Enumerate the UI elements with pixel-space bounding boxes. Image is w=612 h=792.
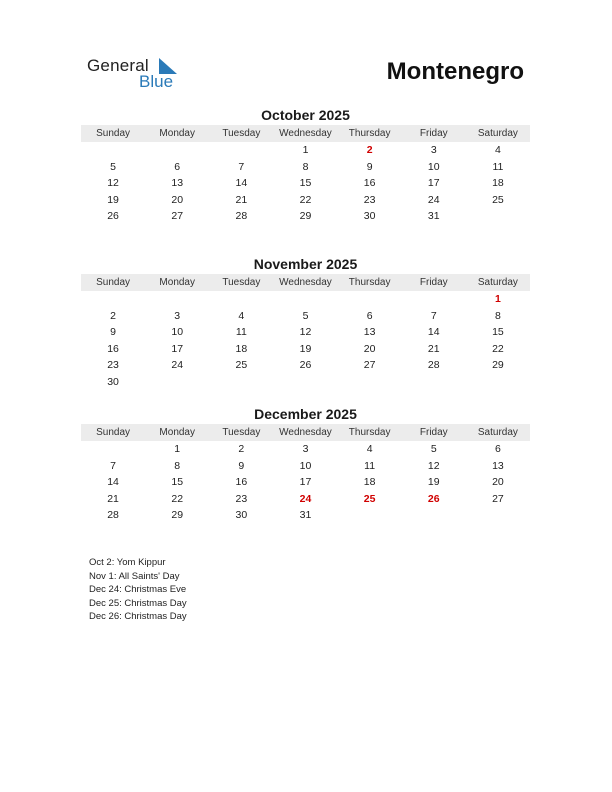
day-cell: 18 xyxy=(363,476,376,489)
empty-day-cell xyxy=(81,291,145,308)
week-row xyxy=(81,291,530,308)
weekday-label: Thursday xyxy=(348,128,391,139)
week-row xyxy=(81,142,530,159)
day-cell: 12 xyxy=(107,177,119,190)
day-cell: 10 xyxy=(171,326,184,339)
day-cell: 26 xyxy=(107,210,119,223)
weekday-label: Saturday xyxy=(477,128,518,139)
day-cell: 23 xyxy=(107,359,119,372)
empty-day-cell xyxy=(273,374,337,391)
day-cell: 12 xyxy=(299,326,312,339)
day-cell: 28 xyxy=(107,509,119,522)
day-cell: 5 xyxy=(430,443,437,455)
empty-day-cell xyxy=(466,374,530,391)
week-row xyxy=(81,458,530,475)
holiday-day-cell: 26 xyxy=(427,492,440,505)
day-cell: 19 xyxy=(107,193,119,206)
day-cell: 24 xyxy=(427,193,440,206)
empty-day-cell xyxy=(338,291,402,308)
day-cell: 24 xyxy=(171,359,184,372)
weekday-label: Monday xyxy=(159,277,195,288)
holiday-note: Nov 1: All Saints' Day xyxy=(89,570,180,582)
weekday-header xyxy=(81,125,530,142)
day-cell: 12 xyxy=(427,459,440,472)
logo-text-blue: Blue xyxy=(139,72,174,91)
day-cell: 2 xyxy=(110,309,116,322)
day-cell: 31 xyxy=(299,509,312,522)
empty-day-cell xyxy=(209,142,273,159)
day-cell: 29 xyxy=(492,359,504,372)
day-cell: 10 xyxy=(427,160,440,173)
day-cell: 17 xyxy=(171,342,184,355)
day-cell: 16 xyxy=(235,476,248,489)
empty-day-cell xyxy=(145,291,209,308)
weekday-label: Wednesday xyxy=(279,277,332,288)
weekday-label: Wednesday xyxy=(279,427,332,438)
empty-day-cell xyxy=(466,208,530,225)
day-cell: 5 xyxy=(302,309,309,322)
day-cell: 28 xyxy=(235,210,248,223)
day-cell: 21 xyxy=(235,193,248,206)
day-cell: 18 xyxy=(492,177,504,190)
day-cell: 1 xyxy=(174,443,181,455)
day-cell: 14 xyxy=(427,326,440,339)
day-cell: 23 xyxy=(363,193,376,206)
day-cell: 18 xyxy=(235,342,248,355)
holiday-note: Dec 24: Christmas Eve xyxy=(89,584,187,595)
day-cell: 11 xyxy=(235,326,247,339)
day-cell: 30 xyxy=(363,210,376,223)
day-cell: 9 xyxy=(366,160,373,173)
empty-day-cell xyxy=(145,142,209,159)
week-row xyxy=(81,474,530,491)
day-cell: 28 xyxy=(427,359,440,372)
day-cell: 9 xyxy=(110,326,116,339)
day-cell: 7 xyxy=(430,309,437,322)
empty-day-cell xyxy=(145,374,209,391)
day-cell: 15 xyxy=(171,476,184,489)
empty-day-cell xyxy=(209,291,273,308)
weekday-label: Monday xyxy=(159,427,195,438)
week-row xyxy=(81,491,530,508)
week-row xyxy=(81,175,530,192)
month-grid xyxy=(81,441,530,524)
day-cell: 29 xyxy=(299,210,312,223)
month-title: December 2025 xyxy=(254,406,357,422)
generalblue-logo xyxy=(87,56,187,92)
day-cell: 13 xyxy=(492,459,504,472)
day-cell: 27 xyxy=(492,492,504,505)
day-cell: 27 xyxy=(363,359,376,372)
day-cell: 14 xyxy=(107,476,119,489)
day-cell: 11 xyxy=(364,459,376,472)
week-row xyxy=(81,374,530,391)
day-cell: 14 xyxy=(235,177,248,190)
empty-day-cell xyxy=(402,507,466,524)
empty-day-cell xyxy=(81,142,145,159)
day-cell: 30 xyxy=(107,375,119,388)
holiday-day-cell: 25 xyxy=(363,492,376,505)
day-cell: 13 xyxy=(171,177,184,190)
day-cell: 29 xyxy=(171,509,184,522)
day-cell: 6 xyxy=(494,443,501,455)
month-december xyxy=(81,405,530,524)
weekday-label: Thursday xyxy=(348,427,391,438)
week-row xyxy=(81,208,530,225)
day-cell: 25 xyxy=(235,359,248,372)
day-cell: 22 xyxy=(299,193,312,206)
empty-day-cell xyxy=(402,374,466,391)
day-cell: 7 xyxy=(238,160,245,173)
empty-day-cell xyxy=(81,441,145,458)
day-cell: 8 xyxy=(174,459,181,472)
weekday-label: Wednesday xyxy=(279,128,332,139)
day-cell: 26 xyxy=(299,359,312,372)
month-october xyxy=(81,106,530,225)
empty-day-cell xyxy=(209,374,273,391)
week-row xyxy=(81,341,530,358)
weekday-label: Saturday xyxy=(477,277,518,288)
day-cell: 6 xyxy=(366,309,373,322)
day-cell: 17 xyxy=(427,177,440,190)
day-cell: 22 xyxy=(171,492,184,505)
month-title: November 2025 xyxy=(253,256,358,272)
weekday-label: Friday xyxy=(419,277,448,288)
holiday-note: Dec 26: Christmas Day xyxy=(89,611,187,622)
day-cell: 13 xyxy=(363,326,376,339)
day-cell: 7 xyxy=(110,459,116,472)
day-cell: 19 xyxy=(299,342,312,355)
holiday-note: Dec 25: Christmas Day xyxy=(89,597,187,609)
holiday-day-cell: 1 xyxy=(494,293,501,305)
day-cell: 3 xyxy=(430,144,437,156)
day-cell: 4 xyxy=(238,309,245,322)
month-november xyxy=(81,255,530,391)
weekday-header xyxy=(81,274,530,291)
day-cell: 25 xyxy=(492,193,504,206)
weekday-label: Thursday xyxy=(348,277,391,288)
day-cell: 16 xyxy=(363,177,376,190)
day-cell: 20 xyxy=(171,193,184,206)
day-cell: 4 xyxy=(366,443,373,455)
day-cell: 5 xyxy=(110,160,116,173)
day-cell: 20 xyxy=(363,342,376,355)
day-cell: 6 xyxy=(174,160,181,173)
day-cell: 8 xyxy=(302,160,309,173)
day-cell: 10 xyxy=(299,459,312,472)
empty-day-cell xyxy=(273,291,337,308)
holiday-day-cell: 24 xyxy=(299,492,312,505)
day-cell: 17 xyxy=(299,476,312,489)
country-title: Montenegro xyxy=(386,58,524,85)
day-cell: 22 xyxy=(492,342,504,355)
day-cell: 19 xyxy=(427,476,440,489)
week-row xyxy=(81,308,530,325)
day-cell: 9 xyxy=(238,459,245,472)
weekday-label: Saturday xyxy=(477,427,518,438)
holiday-notes xyxy=(89,556,187,624)
empty-day-cell xyxy=(402,291,466,308)
day-cell: 11 xyxy=(492,160,504,173)
month-grid xyxy=(81,291,530,391)
day-cell: 15 xyxy=(299,177,312,190)
day-cell: 31 xyxy=(427,210,440,223)
weekday-label: Sunday xyxy=(96,277,131,288)
week-row xyxy=(81,192,530,209)
day-cell: 8 xyxy=(494,309,501,322)
weekday-label: Tuesday xyxy=(222,427,261,438)
week-row xyxy=(81,507,530,524)
day-cell: 20 xyxy=(492,476,504,489)
month-grid xyxy=(81,142,530,225)
holiday-note: Oct 2: Yom Kippur xyxy=(89,557,166,568)
week-row xyxy=(81,357,530,374)
week-row xyxy=(81,441,530,458)
day-cell: 16 xyxy=(107,342,119,355)
day-cell: 3 xyxy=(302,443,309,455)
month-title: October 2025 xyxy=(261,107,350,123)
day-cell: 4 xyxy=(494,144,501,156)
day-cell: 30 xyxy=(235,509,248,522)
empty-day-cell xyxy=(338,507,402,524)
weekday-label: Monday xyxy=(159,128,195,139)
weekday-label: Tuesday xyxy=(222,277,261,288)
empty-day-cell xyxy=(466,507,530,524)
day-cell: 3 xyxy=(174,309,181,322)
logo-text-general: General xyxy=(87,56,149,75)
holiday-day-cell: 2 xyxy=(366,144,373,156)
weekday-label: Sunday xyxy=(96,427,131,438)
day-cell: 15 xyxy=(492,326,504,339)
day-cell: 23 xyxy=(235,492,248,505)
weekday-label: Friday xyxy=(419,128,448,139)
day-cell: 21 xyxy=(107,492,119,505)
weekday-label: Friday xyxy=(419,427,448,438)
weekday-label: Sunday xyxy=(96,128,131,139)
empty-day-cell xyxy=(338,374,402,391)
day-cell: 27 xyxy=(171,210,184,223)
week-row xyxy=(81,159,530,176)
day-cell: 2 xyxy=(238,443,245,455)
day-cell: 21 xyxy=(427,342,440,355)
day-cell: 1 xyxy=(302,144,309,156)
weekday-label: Tuesday xyxy=(222,128,261,139)
weekday-header xyxy=(81,424,530,441)
week-row xyxy=(81,324,530,341)
